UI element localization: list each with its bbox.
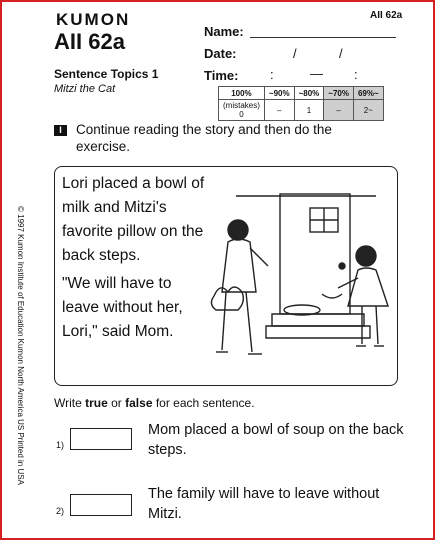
time-label: Time: [204,68,239,83]
story-illustration [206,186,392,376]
copyright-sidebar [13,206,27,526]
answer-box[interactable] [70,428,132,450]
date-separator: / [339,46,343,61]
question-text: The family will have to leave without Mitzi. [148,486,380,522]
topic-subtitle: Mitzi the Cat [54,83,116,95]
exercise-prompt: Write true or false for each sentence. [54,396,255,410]
instruction-number: I [54,125,67,136]
girl-head [356,246,376,266]
milk-bowl [322,294,342,298]
story-paragraph: Lori placed a bowl of milk and Mitzi's favorite pillow on the back steps. [62,175,205,264]
score-header: 100% [219,87,265,100]
score-header: ~90% [264,87,294,100]
score-cell: 2~ [353,100,383,121]
topic-title: Sentence Topics 1 [54,67,159,81]
story-text [62,172,212,344]
score-table [218,86,384,121]
date-label: Date: [204,46,237,61]
worksheet-page [10,6,424,532]
time-colon: : [354,67,358,82]
level-code-small: AII 62a [370,10,403,21]
score-cell: 1 [294,100,324,121]
instruction-text: Continue reading the story and then do the exercise. [76,122,332,154]
mom-head [228,220,248,240]
name-label: Name: [204,24,244,39]
score-header: ~80% [294,87,324,100]
score-cell: (mistakes) 0 [219,100,265,121]
time-colon: : [270,67,274,82]
level-code: AII 62a [54,29,125,54]
kumon-logo: KUMON [56,10,131,29]
score-cell: – [264,100,294,121]
score-header: ~70% [324,87,354,100]
date-separator: / [293,46,297,61]
name-line[interactable] [250,37,396,38]
time-dash: — [310,66,323,81]
story-paragraph: "We will have to leave without her, Lori," said Mom. [62,275,183,340]
answer-box[interactable] [70,494,132,516]
score-cell: – [324,100,354,121]
question-text: Mom placed a bowl of soup on the back steps. [148,422,404,458]
copyright-text: © 1997 Kumon Institute of Education Kumon North America US Printed in USA [16,206,25,485]
score-header: 69%~ [353,87,383,100]
doorknob [339,263,345,269]
question-number: 1) [56,440,65,450]
question-number: 2) [56,506,65,516]
